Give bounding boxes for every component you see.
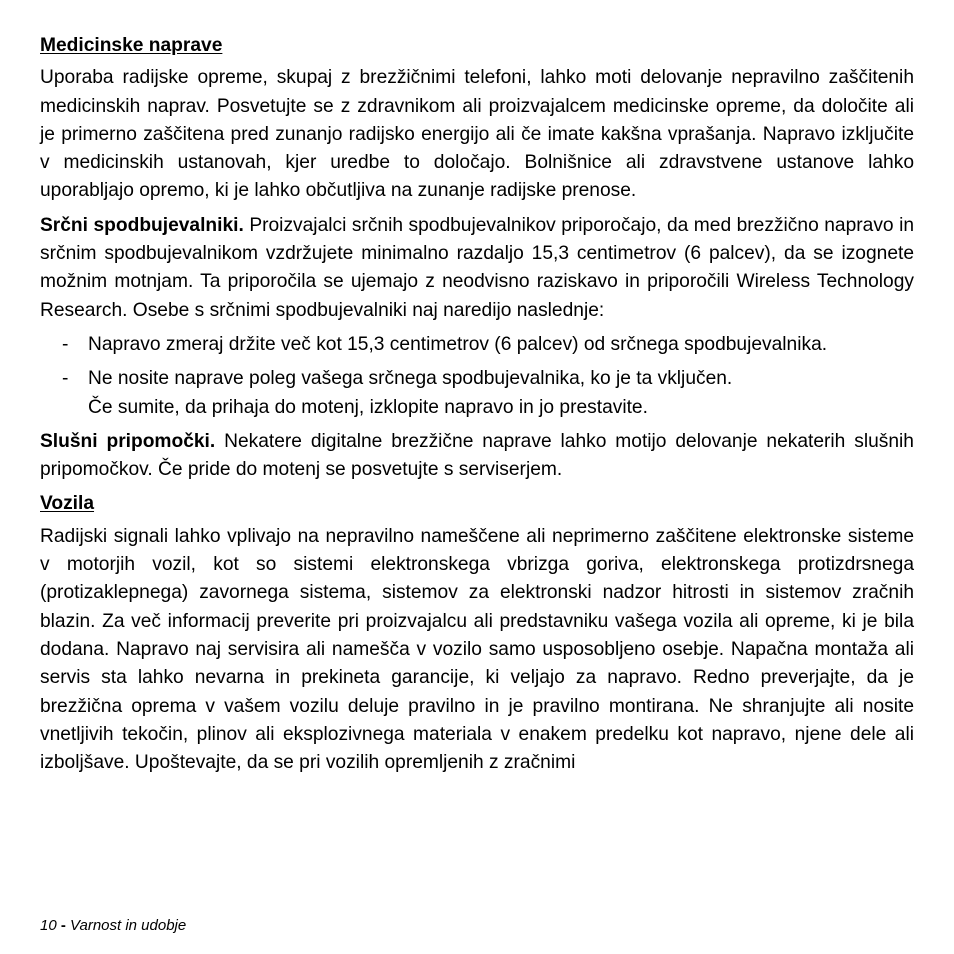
bullet-dash: - (62, 368, 69, 390)
pacemaker-instructions-list (40, 331, 914, 422)
list-item (40, 331, 914, 359)
footer-title: Varnost in udobje (70, 917, 187, 934)
hearing-aids-label: Slušni pripomočki. (40, 430, 216, 452)
vehicles-paragraph: Radijski signali lahko vplivajo na nepravilno nameščene ali neprimerno zaščitene elektronske sisteme v motorjih vozil, kot so sistemi elektronskega vbrizga goriva, elektronskega protizdrsnega (protizaklepnega) zavornega sistema, sistemov za elektronski nadzor hitrosti in sistemov zračnih blazin. Za več informacij preverite pri proizvajalcu ali predstavniku vašega vozila ali opreme, ki je bila dodana. Napravo naj servisira ali namešča v vozilo samo usposobljeno osebje. Napačna montaža ali servis sta lahko nevarna in prekineta garancije, ki veljajo za napravo. Redno preverjajte, da je brezžična oprema v vašem vozilu deluje pravilno in je pravilno montirana. Ne shranjujte ali nosite vnetljivih tekočin, plinov ali eksplozivnega materiala v enakem predelku kot napravo, njene dele ali izboljšave. Upoštevajte, da se pri vozilih opremljenih z zračnimi (40, 525, 914, 774)
list-item-text: Če sumite, da prihaja do motenj, izklopite napravo in jo prestavite. (88, 396, 648, 418)
section-heading-vehicles: Vozila (40, 493, 95, 515)
list-item-text: Napravo zmeraj držite več kot 15,3 centimetrov (6 palcev) od srčnega spodbujevalnika. (88, 333, 828, 355)
section-heading-medical-devices: Medicinske naprave (40, 35, 223, 56)
document-page (40, 32, 914, 783)
bullet-dash: - (62, 333, 69, 355)
hearing-aids-paragraph (40, 428, 914, 485)
footer-separator: - (60, 917, 66, 934)
pacemakers-text: Proizvajalci srčnih spodbujevalnikov priporočajo, da med brezžično napravo in srčnim spodbujevalnikom vzdržujete minimalno razdaljo 15,3 centimetrov (6 palcev), da se izognete možnim motnjam. Ta priporočila se ujemajo z neodvisno raziskavo in priporočili Wireless Technology Research. Osebe s srčnimi spodbujevalniki naj naredijo naslednje: (40, 214, 915, 321)
pacemakers-paragraph (40, 212, 914, 325)
list-item-text: Ne nosite naprave poleg vašega srčnega spodbujevalnika, ko je ta vključen. (88, 368, 733, 390)
pacemakers-label: Srčni spodbujevalniki. (40, 214, 244, 236)
list-item (40, 365, 914, 422)
page-number: 10 (40, 917, 57, 934)
hearing-aids-text: Nekatere digitalne brezžične naprave lahko motijo delovanje nekaterih slušnih pripomočkov. Če pride do motenj se posvetujte s serviserjem. (40, 430, 914, 481)
medical-devices-paragraph: Uporaba radijske opreme, skupaj z brezžičnimi telefoni, lahko moti delovanje nepravilno zaščitenih medicinskih naprav. Posvetujte se z zdravnikom ali proizvajalcem medicinske opreme, da določite ali je primerno zaščitena pred zunanjo radijsko energijo ali če imate kakšna vprašanja. Napravo izključite v medicinskih ustanovah, kjer uredbe to določajo. Bolnišnice ali zdravstvene ustanove lahko uporabljajo opremo, ki je lahko občutljiva na zunanje radijske prenose. (40, 67, 914, 202)
page-footer (40, 916, 186, 936)
